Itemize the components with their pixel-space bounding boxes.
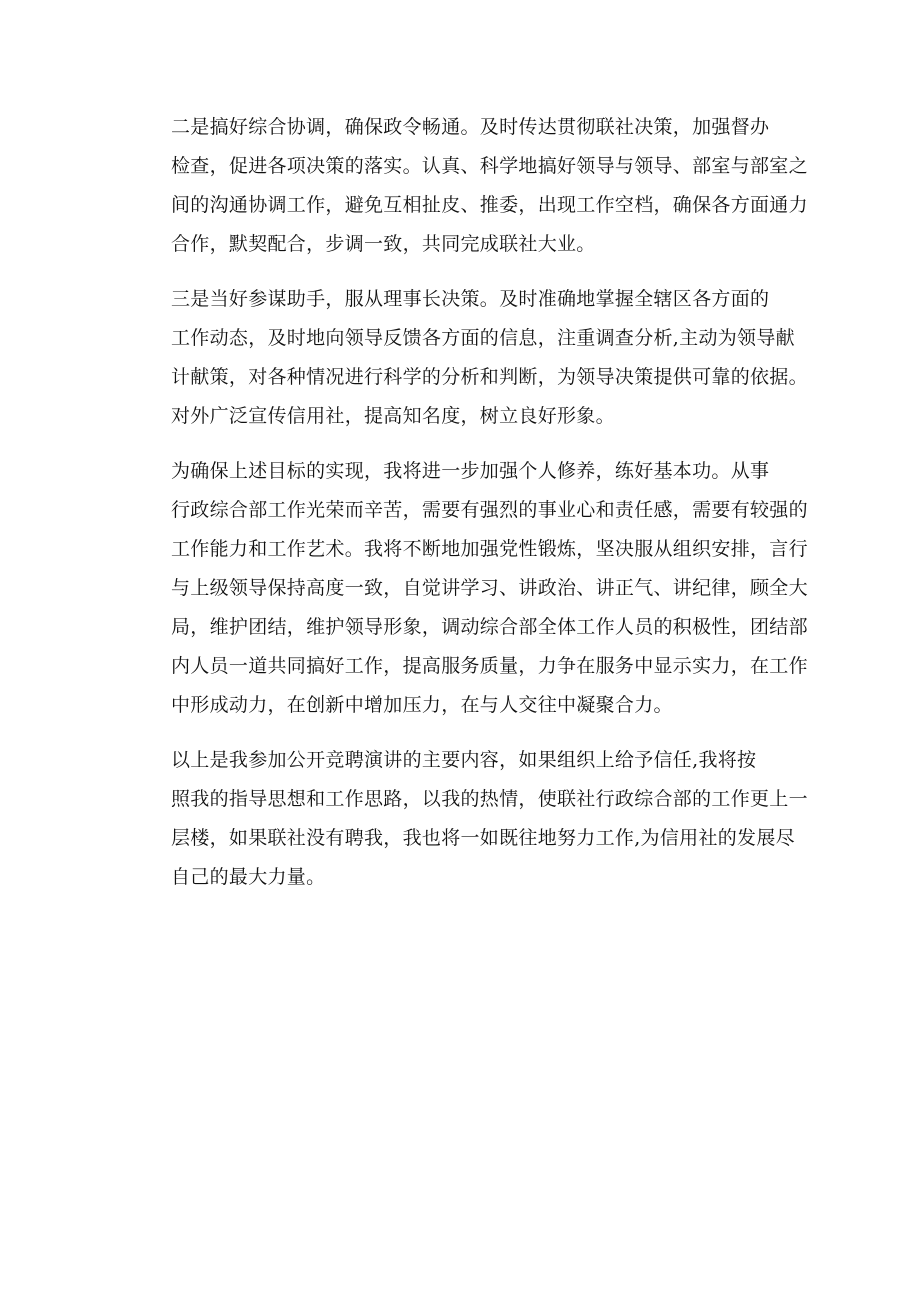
text-line: 计献策，对各种情况进行科学的分析和判断，为领导决策提供可靠的依据。 — [171, 366, 808, 388]
text-line: 内人员一道共同搞好工作，提高服务质量，力争在服务中显示实力，在工作 — [171, 655, 808, 677]
text-line: 二是搞好综合协调，确保政令畅通。及时传达贯彻联社决策，加强督办 — [171, 116, 770, 138]
text-line: 以上是我参加公开竞聘演讲的主要内容，如果组织上给予信任,我将按 — [171, 749, 757, 771]
text-line: 中形成动力，在创新中增加压力，在与人交往中凝聚合力。 — [171, 694, 673, 716]
text-line: 工作能力和工作艺术。我将不断地加强党性锻炼，坚决服从组织安排，言行 — [171, 538, 808, 560]
text-line: 工作动态，及时地向领导反馈各方面的信息，注重调查分析,主动为领导献 — [171, 327, 795, 349]
text-line: 三是当好参谋助手，服从理事长决策。及时准确地掌握全辖区各方面的 — [171, 288, 770, 310]
text-line: 层楼，如果联社没有聘我，我也将一如既往地努力工作,为信用社的发展尽 — [171, 827, 795, 849]
text-line: 照我的指导思想和工作思路，以我的热情，使联社行政综合部的工作更上一 — [171, 788, 808, 810]
text-line: 合作，默契配合，步调一致，共同完成联社大业。 — [171, 233, 596, 255]
text-line: 为确保上述目标的实现，我将进一步加强个人修养，练好基本功。从事 — [171, 460, 770, 482]
paragraph-self-improvement — [133, 452, 833, 725]
text-line: 对外广泛宣传信用社，提高知名度，树立良好形象。 — [171, 405, 615, 427]
paragraph-advisor — [133, 280, 833, 436]
text-line: 行政综合部工作光荣而辛苦，需要有强烈的事业心和责任感，需要有较强的 — [171, 499, 808, 521]
document-body — [133, 108, 833, 913]
text-line: 自己的最大力量。 — [171, 866, 326, 888]
paragraph-conclusion — [133, 741, 833, 897]
text-line: 间的沟通协调工作，避免互相扯皮、推委，出现工作空档，确保各方面通力 — [171, 194, 808, 216]
paragraph-coordination — [133, 108, 833, 264]
text-line: 与上级领导保持高度一致，自觉讲学习、讲政治、讲正气、讲纪律，顾全大 — [171, 577, 808, 599]
text-line: 检查，促进各项决策的落实。认真、科学地搞好领导与领导、部室与部室之 — [171, 155, 808, 177]
text-line: 局，维护团结，维护领导形象，调动综合部全体工作人员的积极性，团结部 — [171, 616, 808, 638]
